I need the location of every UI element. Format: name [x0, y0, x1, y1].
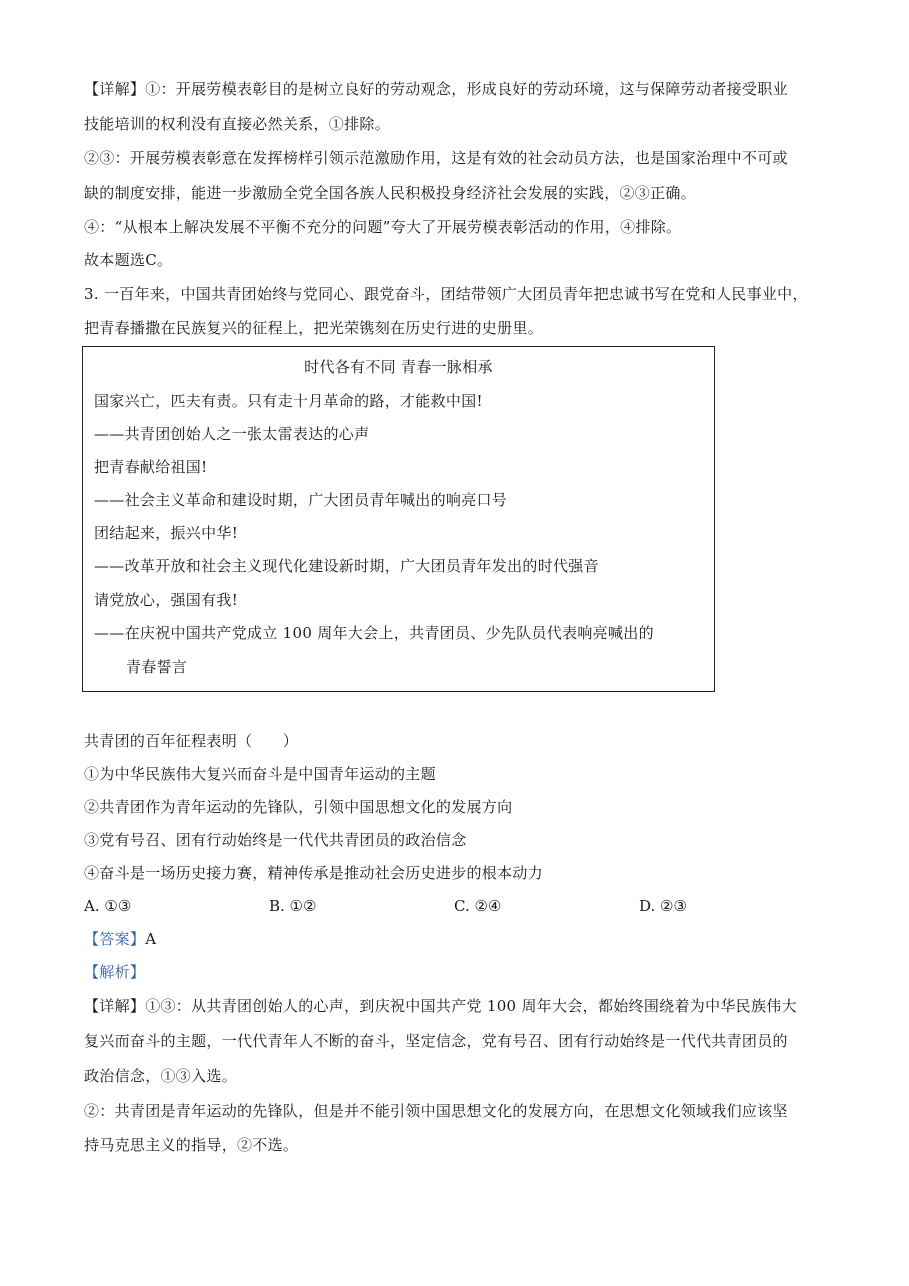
material-line: 请党放心，强国有我!: [94, 591, 239, 609]
explanation-line: 复兴而奋斗的主题，一代代青年人不断的奋斗，坚定信念，党有号召、团有行动始终是一代代共青团员的: [84, 1032, 788, 1050]
option-d: D. ②③: [639, 897, 687, 915]
statement-item: ①为中华民族伟大复兴而奋斗是中国青年运动的主题: [84, 765, 436, 783]
explanation-line: 持马克思主义的指导，②不选。: [84, 1136, 299, 1154]
material-box: [82, 346, 715, 692]
question-stem: 3. 一百年来，中国共青团始终与党同心、跟党奋斗，团结带领广大团员青年把忠诚书写在党和人民事业中，: [84, 285, 808, 303]
material-line: 青春誓言: [126, 658, 188, 676]
prev-explanation-line: ④：“从根本上解决发展不平衡不充分的问题”夸大了开展劳模表彰活动的作用，④排除。: [84, 218, 682, 236]
material-line: 把青春献给祖国!: [94, 458, 208, 476]
option-c: C. ②④: [454, 897, 502, 915]
material-line: ——在庆祝中国共产党成立 100 周年大会上，共青团员、少先队员代表响亮喊出的: [94, 624, 654, 642]
explanation-line: ②：共青团是青年运动的先锋队，但是并不能引领中国思想文化的发展方向，在思想文化领域我们应该坚: [84, 1102, 788, 1120]
prev-conclusion: 故本题选C。: [84, 251, 173, 269]
prev-explanation-line: 缺的制度安排，能进一步激励全党全国各族人民积极投身经济社会发展的实践，②③正确。: [84, 184, 697, 202]
answer-value: A: [145, 930, 157, 948]
material-line: ——社会主义革命和建设时期，广大团员青年喊出的响亮口号: [94, 491, 508, 509]
analysis-label: 【解析】: [84, 963, 146, 981]
material-line: 团结起来，振兴中华!: [94, 524, 239, 542]
answer-label: 【答案】: [84, 930, 146, 948]
statement-item: ③党有号召、团有行动始终是一代代共青团员的政治信念: [84, 831, 467, 849]
material-line: ——共青团创始人之一张太雷表达的心声: [94, 425, 370, 443]
option-b: B. ①②: [269, 897, 317, 915]
explanation-line: 政治信念，①③入选。: [84, 1067, 238, 1085]
question-prompt: 共青团的百年征程表明（ ）: [84, 732, 299, 750]
answer-line: [84, 929, 156, 949]
statement-item: ④奋斗是一场历史接力赛，精神传承是推动社会历史进步的根本动力: [84, 864, 544, 882]
explanation-line: 【详解】①③：从共青团创始人的心声，到庆祝中国共产党 100 周年大会，都始终围绕着为中华民族伟大: [84, 997, 797, 1015]
material-line: 国家兴亡，匹夫有责。只有走十月革命的路，才能救中国!: [94, 392, 483, 410]
option-a: A. ①③: [84, 897, 132, 915]
prev-explanation-line: 技能培训的权利没有直接必然关系，①排除。: [84, 115, 391, 133]
prev-explanation-line: 【详解】①：开展劳模表彰目的是树立良好的劳动观念，形成良好的劳动环境，这与保障劳动者接受职业: [84, 80, 788, 98]
statement-item: ②共青团作为青年运动的先锋队，引领中国思想文化的发展方向: [84, 798, 513, 816]
question-stem: 把青春播撒在民族复兴的征程上，把光荣镌刻在历史行进的史册里。: [84, 319, 544, 337]
prev-explanation-line: ②③：开展劳模表彰意在发挥榜样引领示范激励作用，这是有效的社会动员方法，也是国家治理中不可或: [84, 149, 788, 167]
material-line: ——改革开放和社会主义现代化建设新时期，广大团员青年发出的时代强音: [94, 557, 599, 575]
material-title: 时代各有不同 青春一脉相承: [304, 358, 493, 376]
